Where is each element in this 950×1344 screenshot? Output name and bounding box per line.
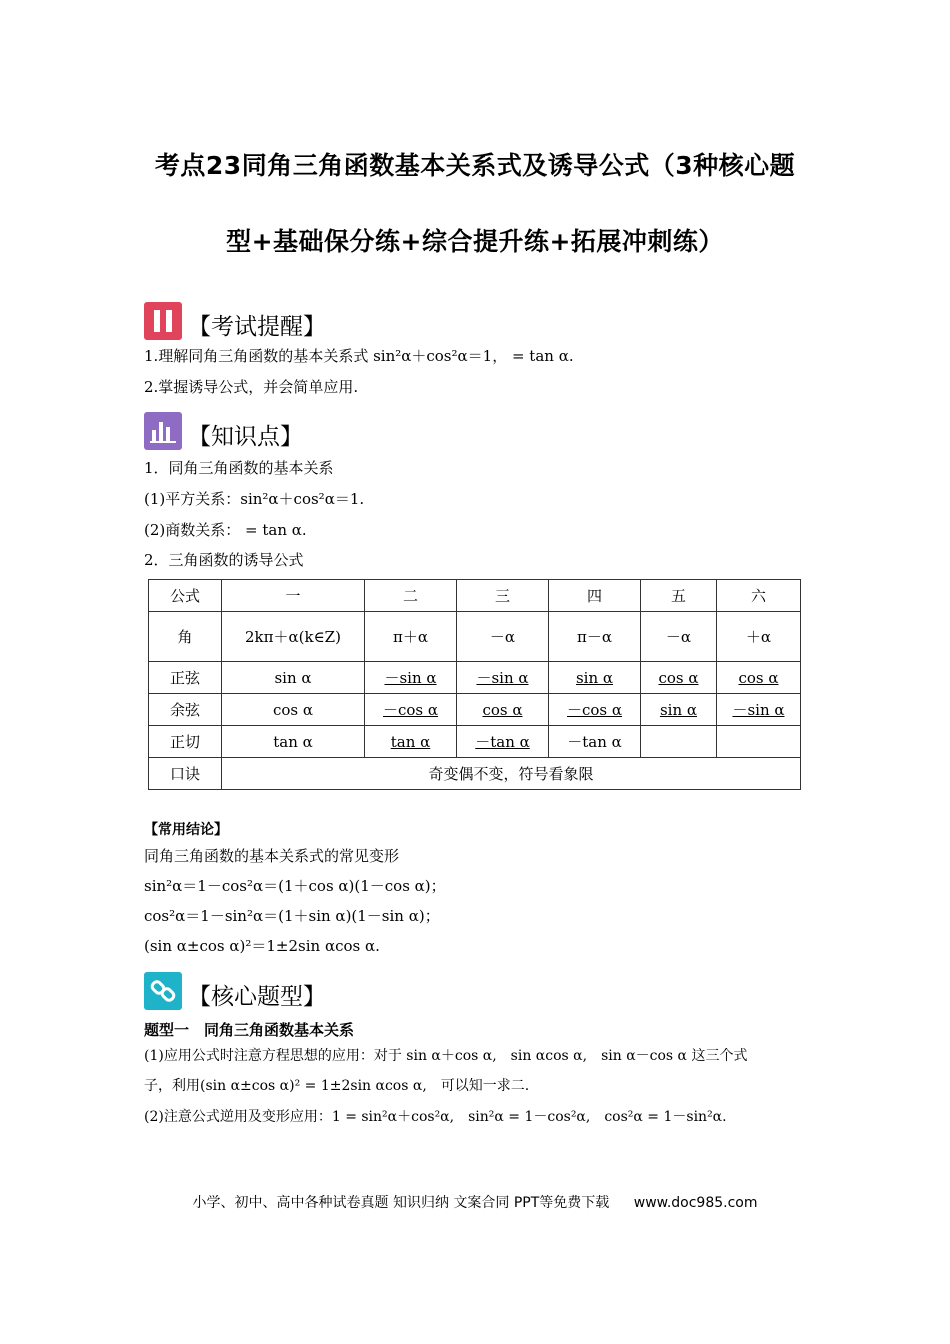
table-cell [641,694,717,726]
table-row [149,580,801,612]
table-cell: 余弦 [149,694,222,726]
table-cell [365,726,457,758]
table-cell: ＋α [717,612,801,662]
table-cell: 正切 [149,726,222,758]
table-cell: 一 [222,580,365,612]
common-conclusions-heading: 【常用结论】 [144,822,228,838]
table-cell: tan α [222,726,365,758]
answer-text: －cos α [382,701,439,719]
table-row [149,758,801,790]
table-cell [549,662,641,694]
footer-text: 小学、初中、高中各种试卷真题 知识归纳 文案合同 PPT等免费下载 [192,1195,610,1211]
knowledge-line-2: (1)平方关系：sin²α＋cos²α＝1. [144,490,365,508]
knowledge-section-label: 【知识点】 [188,424,303,450]
table-cell: 三 [457,580,549,612]
table-cell: －α [457,612,549,662]
common-line-3: cos²α＝1－sin²α＝(1＋sin α)(1－sin α)； [144,907,440,925]
bar-chart-icon [144,412,182,450]
exam-line-1: 1.理解同角三角函数的基本关系式 sin²α＋cos²α＝1， = tan α. [144,347,574,365]
table-cell: 公式 [149,580,222,612]
exam-section-label: 【考试提醒】 [188,314,326,340]
title-line-1: 考点23同角三角函数基本关系式及诱导公式（3种核心题 [154,151,796,180]
table-cell [641,662,717,694]
answer-text: sin α [575,668,614,687]
table-cell [717,726,801,758]
table-cell: π＋α [365,612,457,662]
table-cell [549,694,641,726]
common-line-1: 同角三角函数的基本关系式的常见变形 [144,847,400,865]
table-cell [457,662,549,694]
answer-text: －cos α [566,701,623,719]
pause-icon [144,302,182,340]
table-row [149,662,801,694]
table-cell: －α [641,612,717,662]
table-cell: 2kπ＋α(k∈Z) [222,612,365,662]
answer-text: cos α [482,700,523,719]
knowledge-line-3: (2)商数关系： = tan α. [144,521,307,539]
answer-text: tan α [390,732,431,751]
table-row [149,612,801,662]
exam-section-header [144,300,326,340]
table-cell: 角 [149,612,222,662]
table-row [149,726,801,758]
common-line-4: (sin α±cos α)²＝1±2sin αcos α. [144,937,380,955]
table-cell: 六 [717,580,801,612]
table-cell: sin α [222,662,365,694]
knowledge-section-header [144,410,303,450]
answer-text: －tan α [475,733,530,751]
type1-line-1: (1)应用公式时注意方程思想的应用：对于 sin α＋cos α, sin αcos α, sin α－cos α 这三个式 [144,1048,748,1064]
answer-text: sin α [659,700,698,719]
title-line-2: 型+基础保分练+综合提升练+拓展冲刺练） [226,227,724,256]
rhyme-cell: 奇变偶不变，符号看象限 [222,758,801,790]
table-cell: 口诀 [149,758,222,790]
exam-line-2: 2.掌握诱导公式，并会简单应用. [144,378,359,396]
table-cell [457,694,549,726]
footer-url[interactable]: www.doc985.com [633,1195,758,1211]
knowledge-line-1: 1．同角三角函数的基本关系 [144,459,334,477]
table-cell: －tan α [549,726,641,758]
table-cell: 正弦 [149,662,222,694]
induction-formula-table [148,579,801,790]
answer-text: －sin α [384,669,437,687]
table-cell [717,662,801,694]
table-cell [717,694,801,726]
answer-text: －sin α [476,669,529,687]
table-cell [365,662,457,694]
table-cell: 五 [641,580,717,612]
table-row [149,694,801,726]
knowledge-line-4: 2．三角函数的诱导公式 [144,551,304,569]
table-cell: 四 [549,580,641,612]
type1-line-2: 子，利用(sin α±cos α)² = 1±2sin αcos α, 可以知一求二. [144,1078,530,1094]
common-line-2: sin²α＝1－cos²α＝(1＋cos α)(1－cos α)； [144,877,446,895]
table-cell: π－α [549,612,641,662]
type1-line-3: (2)注意公式逆用及变形应用：1 = sin²α＋cos²α, sin²α = 1－cos²α, cos²α = 1－sin²α. [144,1109,727,1125]
answer-text: cos α [658,668,699,687]
link-icon [144,972,182,1010]
table-cell: 二 [365,580,457,612]
page-footer [0,1192,950,1212]
core-section-label: 【核心题型】 [188,984,326,1010]
table-cell: cos α [222,694,365,726]
answer-text: cos α [738,668,779,687]
type1-heading: 题型一 同角三角函数基本关系 [144,1021,355,1039]
core-section-header [144,970,326,1010]
table-cell [641,726,717,758]
answer-text: －sin α [732,701,785,719]
table-cell [365,694,457,726]
table-cell [457,726,549,758]
